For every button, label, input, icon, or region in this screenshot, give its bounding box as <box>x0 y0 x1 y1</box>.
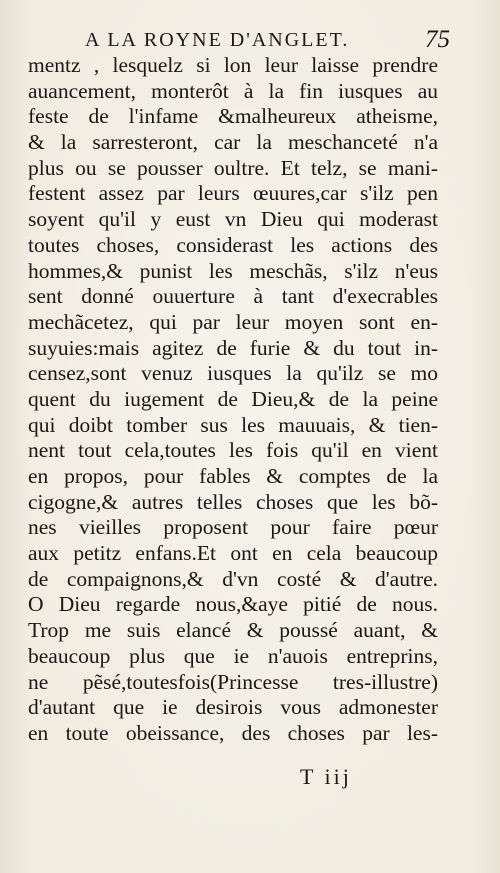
text-line: beaucoup plus que ie n'auois entreprins, <box>28 643 438 668</box>
text-line: qui doibt tomber sus les mauuais, & tien- <box>28 412 438 437</box>
text-line: mechãcetez, qui par leur moyen sont en- <box>28 309 438 334</box>
text-line: sent donné ouuerture à tant d'execrables <box>28 284 438 309</box>
text-line: toutes choses, considerast les actions des <box>28 232 438 257</box>
text-line: en toute obeissance, des choses par les- <box>28 720 438 745</box>
text-line: O Dieu regarde nous,&aye pitié de nous. <box>28 592 438 617</box>
text-line: en propos, pour fables & comptes de la <box>28 464 438 488</box>
text-line: quent du iugement de Dieu,& de la peine <box>28 386 438 411</box>
text-line: hommes,& punist les meschãs, s'ilz n'eus <box>28 258 438 283</box>
text-line: cigogne,& autres telles choses que les bõ- <box>28 489 438 514</box>
text-line: mentz , lesquelz si lon leur laisse prendre <box>28 53 438 77</box>
text-line: aux petitz enfans.Et ont en cela beaucoup <box>28 541 438 566</box>
text-line: soyent qu'il y eust vn Dieu qui moderast <box>28 207 438 232</box>
text-line: nent tout cela,toutes les fois qu'il en vient <box>28 438 438 463</box>
text-line: festent assez par leurs œuures,car s'ilz pen <box>28 181 438 206</box>
text-line: auancement, monterôt à la fin iusques au <box>28 78 438 103</box>
text-line: Trop me suis elancé & poussé auant, & <box>28 618 438 643</box>
text-line: de compaignons,& d'vn costé & d'autre. <box>28 566 438 591</box>
text-line: nes vieilles proposent pour faire pœur <box>28 515 438 540</box>
signature-mark: T iij <box>300 764 352 789</box>
text-line: ne pẽsé,toutesfois(Princesse tres-illustre) <box>28 669 438 694</box>
page-number: 75 <box>425 26 450 53</box>
text-line: & la sarresteront, car la meschanceté n'a <box>28 130 438 155</box>
text-line: feste de l'infame &malheureux atheisme, <box>28 104 438 129</box>
body-text <box>28 53 438 747</box>
text-line: plus ou se pousser oultre. Et telz, se mani- <box>28 155 438 180</box>
text-line: d'autant que ie desirois vous admonester <box>28 695 438 720</box>
text-line: censez,sont venuz iusques la qu'ilz se mo <box>28 361 438 386</box>
running-title: A LA ROYNE D'ANGLET. <box>85 29 350 51</box>
text-line: suyuies:mais agitez de furie & du tout in- <box>28 335 438 360</box>
